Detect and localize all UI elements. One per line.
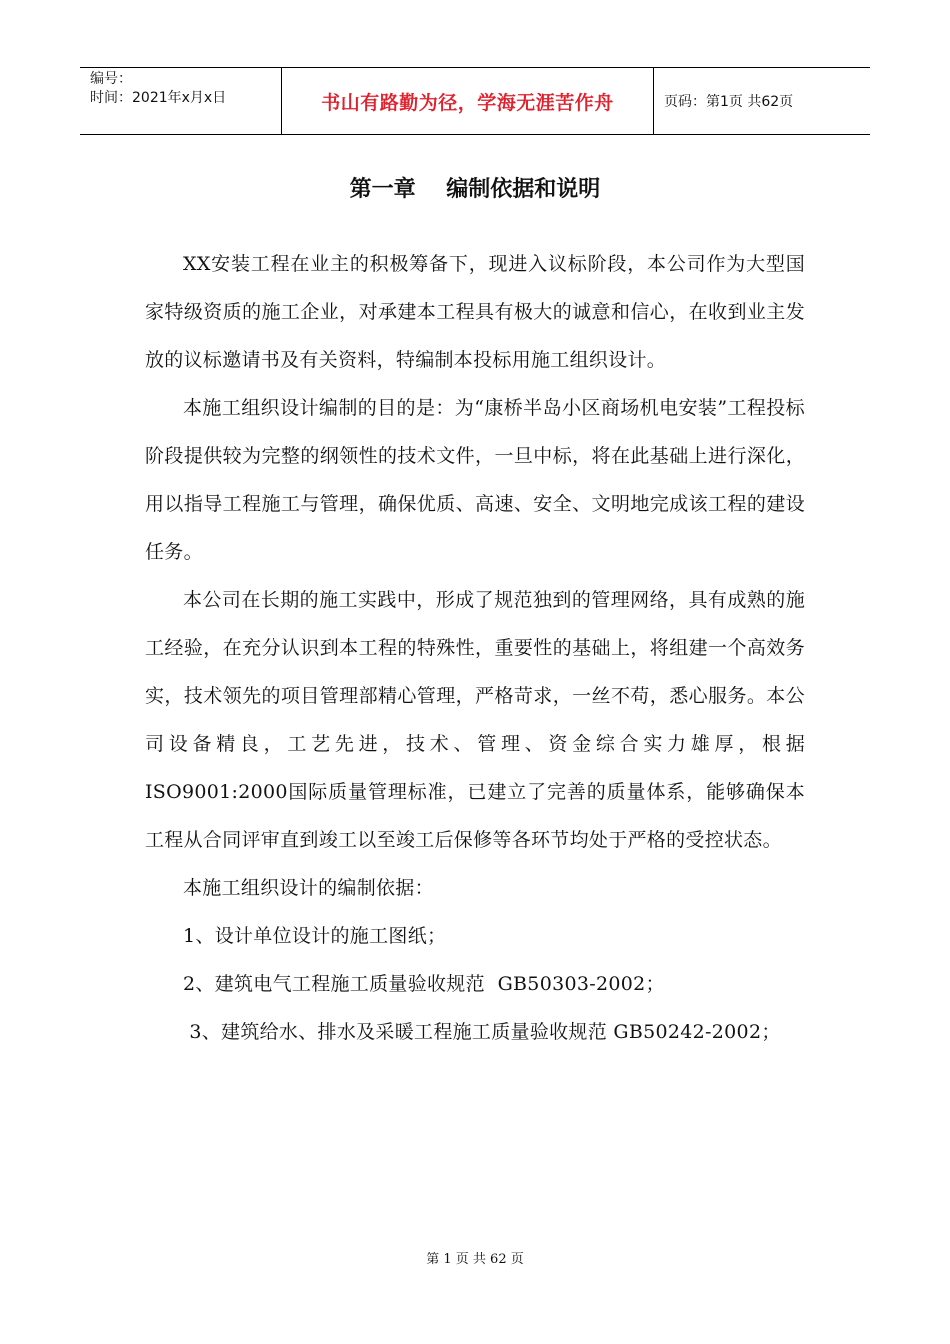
header-meta bbox=[80, 68, 282, 134]
paragraph: XX安装工程在业主的积极筹备下，现进入议标阶段，本公司作为大型国家特级资质的施工企业，对承建本工程具有极大的诚意和信心，在收到业主发放的议标邀请书及有关资料，特编制本投标用施工组织设计。 bbox=[145, 253, 805, 371]
basis-list-item: 1、设计单位设计的施工图纸； bbox=[183, 925, 447, 947]
paragraph: 本施工组织设计编制的目的是：为“康桥半岛小区商场机电安装”工程投标阶段提供较为完整的纲领性的技术文件，一旦中标，将在此基础上进行深化，用以指导工程施工与管理，确保优质、高速、安全、文明地完成该工程的建设任务。 bbox=[145, 397, 805, 563]
header-motto: 书山有路勤为径，学海无涯苦作舟 bbox=[282, 68, 654, 134]
chapter-title: 第一章 编制依据和说明 bbox=[349, 177, 601, 202]
header-page-info: 页码：第1页 共62页 bbox=[664, 94, 794, 110]
basis-list-item: 2、建筑电气工程施工质量验收规范 GB50303-2002； bbox=[183, 973, 665, 995]
basis-list-item: 3、建筑给水、排水及采暖工程施工质量验收规范 GB50242-2002； bbox=[183, 1021, 781, 1043]
paragraph: 本施工组织设计的编制依据： bbox=[183, 877, 434, 899]
document-number-label: 编号： bbox=[90, 71, 132, 87]
document-date: 时间：2021年x月x日 bbox=[90, 90, 227, 106]
paragraph: 本公司在长期的施工实践中，形成了规范独到的管理网络，具有成熟的施工经验，在充分认识到本工程的特殊性，重要性的基础上，将组建一个高效务实，技术领先的项目管理部精心管理，严格苛求，一丝不苟，悉心服务。本公司设备精良，工艺先进，技术、管理、资金综合实力雄厚，根据ISO9001:2000国际质量管理标准，已建立了完善的质量体系，能够确保本工程从合同评审直到竣工以至竣工后保修等各环节均处于严格的受控状态。 bbox=[145, 589, 805, 851]
page-footer: 第 1 页 共 62 页 bbox=[426, 1252, 524, 1267]
page-header bbox=[80, 67, 870, 135]
document-body bbox=[145, 240, 805, 1056]
